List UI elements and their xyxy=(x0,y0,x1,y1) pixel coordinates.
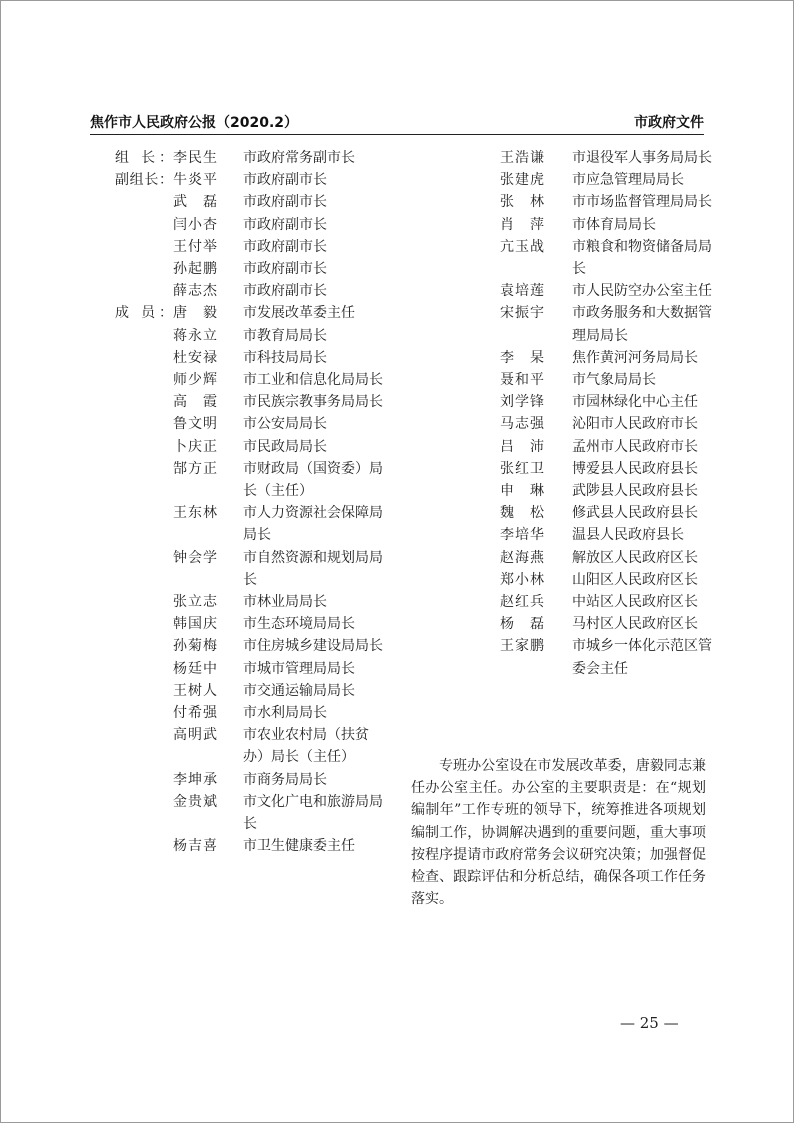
member-row xyxy=(115,591,387,613)
member-title: 市政府副市长 xyxy=(243,283,327,300)
member-row xyxy=(115,147,387,169)
member-title: 市文化广电和旅游局局长 xyxy=(243,793,383,833)
member-title: 市财政局（国资委）局长（主任） xyxy=(243,460,383,500)
member-row xyxy=(115,391,387,413)
member-name: 闫小杏 xyxy=(173,216,217,233)
member-name: 王浩谦 xyxy=(500,150,544,166)
member-name: 张 林 xyxy=(500,194,544,211)
member-title: 市政府副市长 xyxy=(243,238,327,255)
member-row xyxy=(115,458,387,502)
member-name: 李培华 xyxy=(500,527,544,544)
member-title: 市生态环境局局长 xyxy=(243,616,355,633)
member-name: 王付举 xyxy=(173,238,217,255)
member-row xyxy=(115,214,387,236)
member-row xyxy=(500,214,714,236)
member-title: 市政务服务和大数据管理局局长 xyxy=(572,305,712,344)
member-row xyxy=(500,436,714,458)
member-title: 市政府副市长 xyxy=(243,216,327,233)
member-name: 杨吉喜 xyxy=(173,838,217,855)
member-list-right xyxy=(500,147,714,680)
member-name: 师少辉 xyxy=(173,372,217,389)
member-name: 王东林 xyxy=(173,505,217,522)
member-row xyxy=(500,191,714,213)
member-name: 刘学锋 xyxy=(500,394,544,411)
member-name: 李民生 xyxy=(173,150,217,166)
member-title: 市民族宗教事务局局长 xyxy=(243,394,383,411)
member-title: 市发展改革委主任 xyxy=(243,305,355,322)
member-row xyxy=(500,613,714,635)
member-title: 市林业局局长 xyxy=(243,594,327,611)
member-title: 市自然资源和规划局局长 xyxy=(243,549,383,588)
member-name: 蒋永立 xyxy=(173,327,217,344)
member-title: 山阳区人民政府区长 xyxy=(572,571,698,588)
member-name: 宋振宇 xyxy=(500,305,544,322)
member-name: 孙菊梅 xyxy=(173,638,217,655)
member-name: 郑小林 xyxy=(500,571,544,588)
member-row xyxy=(115,680,387,702)
member-row xyxy=(500,569,714,591)
member-row xyxy=(115,325,387,347)
member-row xyxy=(500,369,714,391)
member-row xyxy=(115,369,387,391)
member-name: 唐 毅 xyxy=(173,305,217,322)
member-title: 温县人民政府县长 xyxy=(572,527,684,544)
member-title: 市体育局局长 xyxy=(572,216,656,233)
member-name: 张建虎 xyxy=(500,172,544,189)
page-number: — 25 — xyxy=(620,1014,679,1032)
member-title: 市交通运输局局长 xyxy=(243,682,355,699)
member-name: 王树人 xyxy=(173,682,217,699)
member-title: 焦作黄河河务局局长 xyxy=(572,349,698,366)
member-title: 市退役军人事务局局长 xyxy=(572,150,712,166)
member-row xyxy=(115,302,387,324)
member-name: 袁培莲 xyxy=(500,283,544,300)
member-title: 市人民防空办公室主任 xyxy=(572,283,712,300)
member-name: 付希强 xyxy=(173,705,217,722)
member-name: 钟会学 xyxy=(173,549,217,566)
member-name: 李坤承 xyxy=(173,771,217,788)
member-title: 解放区人民政府区长 xyxy=(572,549,698,566)
member-row xyxy=(500,347,714,369)
member-title: 市民政局局长 xyxy=(243,438,327,455)
member-list-left xyxy=(115,147,387,858)
member-row xyxy=(115,169,387,191)
member-row xyxy=(115,791,387,835)
member-name: 吕 沛 xyxy=(500,438,544,455)
member-row xyxy=(115,258,387,280)
member-role: 成 员： xyxy=(115,305,173,322)
member-title: 市政府副市长 xyxy=(243,194,327,211)
member-row xyxy=(500,480,714,502)
member-row xyxy=(115,547,387,591)
member-row xyxy=(115,436,387,458)
member-title: 孟州市人民政府市长 xyxy=(572,438,698,455)
member-name: 武 磊 xyxy=(173,194,217,211)
member-name: 鲁文明 xyxy=(173,416,217,433)
member-name: 赵海燕 xyxy=(500,549,544,566)
member-title: 市住房城乡建设局局长 xyxy=(243,638,383,655)
member-name: 牛炎平 xyxy=(173,172,217,189)
member-row xyxy=(500,236,714,280)
member-row xyxy=(500,635,714,679)
member-row xyxy=(115,236,387,258)
member-row xyxy=(500,591,714,613)
member-title: 市商务局局长 xyxy=(243,771,327,788)
page-header xyxy=(90,112,704,136)
member-name: 赵红兵 xyxy=(500,594,544,611)
member-title: 市应急管理局局长 xyxy=(572,172,684,189)
member-name: 申 琳 xyxy=(500,483,544,500)
member-name: 金贵斌 xyxy=(173,793,217,810)
member-name: 王家鹏 xyxy=(500,638,544,655)
member-name: 卜庆正 xyxy=(173,438,217,455)
member-row xyxy=(500,391,714,413)
member-name: 杨廷中 xyxy=(173,660,217,677)
member-row xyxy=(500,458,714,480)
member-title: 市城市管理局局长 xyxy=(243,660,355,677)
member-row xyxy=(500,524,714,546)
member-name: 郜方正 xyxy=(173,460,217,477)
member-title: 市人力资源社会保障局局长 xyxy=(243,505,383,544)
member-title: 博爱县人民政府县长 xyxy=(572,460,698,477)
member-title: 中站区人民政府区长 xyxy=(572,594,698,611)
member-row xyxy=(500,280,714,302)
member-name: 孙起鹏 xyxy=(173,261,217,278)
member-name: 魏 松 xyxy=(500,505,544,522)
member-title: 市政府副市长 xyxy=(243,261,327,278)
member-title: 市卫生健康委主任 xyxy=(243,838,355,855)
member-row xyxy=(500,169,714,191)
member-row xyxy=(500,413,714,435)
member-name: 马志强 xyxy=(500,416,544,433)
member-title: 市工业和信息化局局长 xyxy=(243,372,383,389)
member-row xyxy=(500,147,714,169)
member-role: 组 长： xyxy=(115,150,173,166)
member-row xyxy=(115,835,387,857)
member-row xyxy=(115,413,387,435)
member-title: 市农业农村局（扶贫办）局长（主任） xyxy=(243,727,369,766)
member-title: 市政府常务副市长 xyxy=(243,150,355,166)
member-row xyxy=(115,702,387,724)
member-row xyxy=(115,769,387,791)
member-row xyxy=(500,302,714,346)
member-name: 张立志 xyxy=(173,594,217,611)
member-title: 市教育局局长 xyxy=(243,327,327,344)
member-row xyxy=(115,347,387,369)
member-row xyxy=(500,502,714,524)
member-title: 沁阳市人民政府市长 xyxy=(572,416,698,433)
member-row xyxy=(115,635,387,657)
member-title: 市园林绿化中心主任 xyxy=(572,394,698,411)
member-role: 副组长： xyxy=(115,172,173,189)
member-title: 市政府副市长 xyxy=(243,172,327,189)
member-row xyxy=(115,724,387,768)
member-title: 市公安局局长 xyxy=(243,416,327,433)
member-name: 肖 萍 xyxy=(500,216,544,233)
member-row xyxy=(115,280,387,302)
member-title: 市市场监督管理局局长 xyxy=(572,194,712,211)
section-title: 市政府文件 xyxy=(634,115,704,131)
member-row xyxy=(115,613,387,635)
member-title: 市气象局局长 xyxy=(572,372,656,389)
member-name: 亢玉战 xyxy=(500,238,544,255)
member-title: 市城乡一体化示范区管委会主任 xyxy=(572,638,712,677)
member-name: 张红卫 xyxy=(500,460,544,477)
member-name: 韩国庆 xyxy=(173,616,217,633)
office-description: 专班办公室设在市发展改革委，唐毅同志兼任办公室主任。办公室的主要职责是：在“规划编制年”工作专班的领导下，统筹推进各项规划编制工作，协调解决遇到的重要问题，重大事项按程序提请市政府常务会议研究决策；加强督促检查、跟踪评估和分析总结，确保各项工作任务落实。 xyxy=(411,758,706,908)
member-title: 市科技局局长 xyxy=(243,349,327,366)
publication-title: 焦作市人民政府公报（2020.2） xyxy=(90,115,299,131)
member-name: 薛志杰 xyxy=(173,283,217,300)
member-row xyxy=(115,502,387,546)
member-name: 杨 磊 xyxy=(500,616,544,633)
member-row xyxy=(115,191,387,213)
member-row xyxy=(500,547,714,569)
member-name: 高明武 xyxy=(173,727,217,744)
header-rule xyxy=(90,134,704,135)
member-title: 武陟县人民政府县长 xyxy=(572,483,698,500)
member-name: 高 霞 xyxy=(173,394,217,411)
member-title: 修武县人民政府县长 xyxy=(572,505,698,522)
member-name: 杜安禄 xyxy=(173,349,217,366)
member-name: 聂和平 xyxy=(500,372,544,389)
member-title: 市粮食和物资储备局局长 xyxy=(572,238,712,278)
member-title: 市水利局局长 xyxy=(243,705,327,722)
member-name: 李 杲 xyxy=(500,349,544,366)
member-row xyxy=(115,658,387,680)
member-title: 马村区人民政府区长 xyxy=(572,616,698,633)
